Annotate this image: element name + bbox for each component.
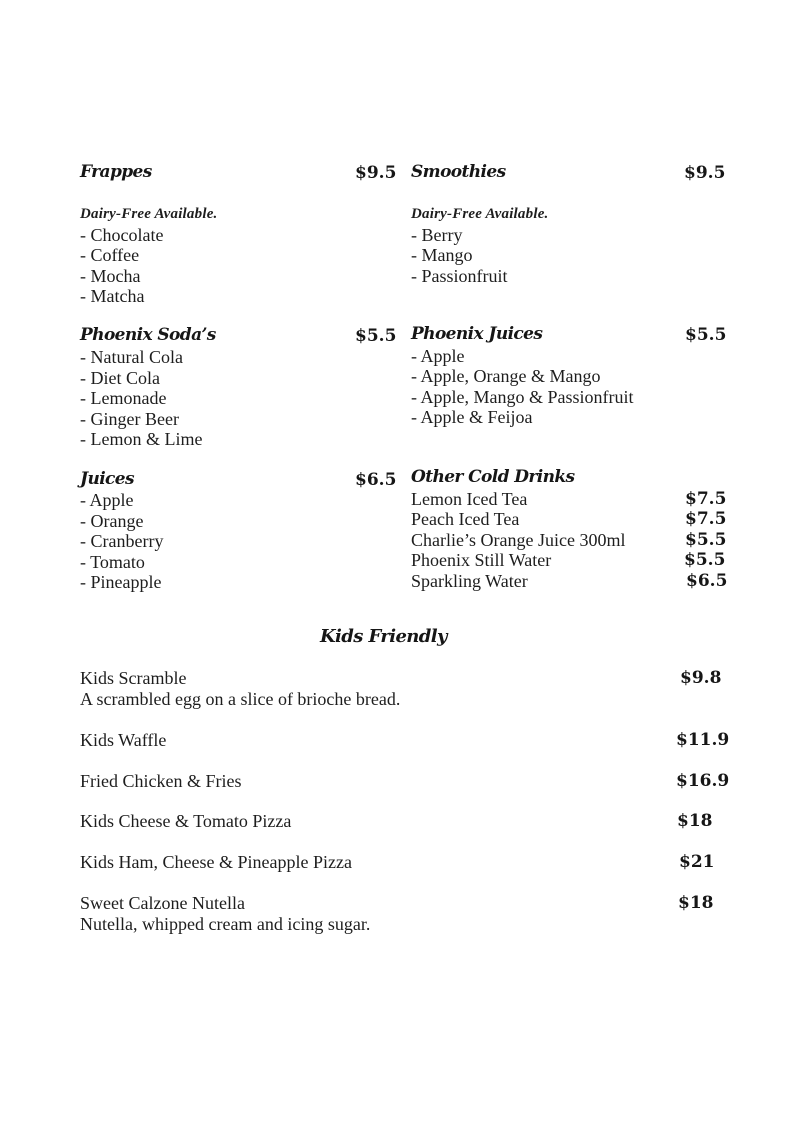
other-cold-title: Other Cold Drinks xyxy=(411,467,575,487)
smoothies-note: Dairy-Free Available. xyxy=(411,206,549,222)
kids-item-price: $16.9 xyxy=(676,771,730,791)
other-cold-item-price: $7.5 xyxy=(685,489,727,509)
sodas-price: $5.5 xyxy=(355,326,397,346)
other-cold-item-name: Sparkling Water xyxy=(411,571,528,591)
kids-item-desc: A scrambled egg on a slice of brioche bread. xyxy=(80,689,401,709)
phoenix-juices-item: - Apple, Orange & Mango xyxy=(411,366,601,386)
phoenix-juices-item: - Apple xyxy=(411,346,465,366)
other-cold-item-price: $5.5 xyxy=(684,550,726,570)
frappes-title: Frappes xyxy=(80,162,152,182)
juices-price: $6.5 xyxy=(355,470,397,490)
juices-title: Juices xyxy=(80,469,134,489)
smoothies-item: - Berry xyxy=(411,225,463,245)
phoenix-juices-title: Phoenix Juices xyxy=(411,324,543,344)
kids-item-name: Sweet Calzone Nutella xyxy=(80,893,245,913)
sodas-item: - Lemonade xyxy=(80,388,167,408)
kids-item-name: Fried Chicken & Fries xyxy=(80,771,242,791)
kids-item-price: $18 xyxy=(677,811,713,831)
sodas-title: Phoenix Soda’s xyxy=(80,325,216,345)
kids-item-price: $18 xyxy=(678,893,714,913)
kids-item-price: $9.8 xyxy=(680,668,722,688)
juices-item: - Pineapple xyxy=(80,572,162,592)
kids-item-name: Kids Cheese & Tomato Pizza xyxy=(80,811,292,831)
kids-item-price: $21 xyxy=(679,852,715,872)
smoothies-price: $9.5 xyxy=(684,163,726,183)
frappes-item: - Coffee xyxy=(80,245,140,265)
sodas-item: - Ginger Beer xyxy=(80,409,179,429)
other-cold-item-name: Charlie’s Orange Juice 300ml xyxy=(411,530,626,550)
juices-item: - Cranberry xyxy=(80,531,164,551)
smoothies-item: - Mango xyxy=(411,245,473,265)
sodas-item: - Diet Cola xyxy=(80,368,160,388)
other-cold-item-price: $6.5 xyxy=(686,571,728,591)
juices-item: - Apple xyxy=(80,490,134,510)
kids-item-price: $11.9 xyxy=(676,730,730,750)
other-cold-item-name: Peach Iced Tea xyxy=(411,509,520,529)
frappes-note: Dairy-Free Available. xyxy=(80,206,218,222)
other-cold-item-price: $5.5 xyxy=(685,530,727,550)
other-cold-item-name: Lemon Iced Tea xyxy=(411,489,528,509)
phoenix-juices-item: - Apple, Mango & Passionfruit xyxy=(411,387,634,407)
phoenix-juices-item: - Apple & Feijoa xyxy=(411,407,533,427)
frappes-item: - Chocolate xyxy=(80,225,164,245)
other-cold-item-price: $7.5 xyxy=(685,509,727,529)
juices-item: - Orange xyxy=(80,511,144,531)
smoothies-title: Smoothies xyxy=(411,162,506,182)
juices-item: - Tomato xyxy=(80,552,145,572)
frappes-price: $9.5 xyxy=(355,163,397,183)
phoenix-juices-price: $5.5 xyxy=(685,325,727,345)
kids-item-name: Kids Scramble xyxy=(80,668,187,688)
frappes-item: - Mocha xyxy=(80,266,141,286)
sodas-item: - Lemon & Lime xyxy=(80,429,203,449)
smoothies-item: - Passionfruit xyxy=(411,266,508,286)
other-cold-item-name: Phoenix Still Water xyxy=(411,550,552,570)
kids-title: Kids Friendly xyxy=(320,626,447,647)
sodas-item: - Natural Cola xyxy=(80,347,183,367)
kids-item-desc: Nutella, whipped cream and icing sugar. xyxy=(80,914,371,934)
frappes-item: - Matcha xyxy=(80,286,145,306)
kids-item-name: Kids Waffle xyxy=(80,730,167,750)
kids-item-name: Kids Ham, Cheese & Pineapple Pizza xyxy=(80,852,352,872)
